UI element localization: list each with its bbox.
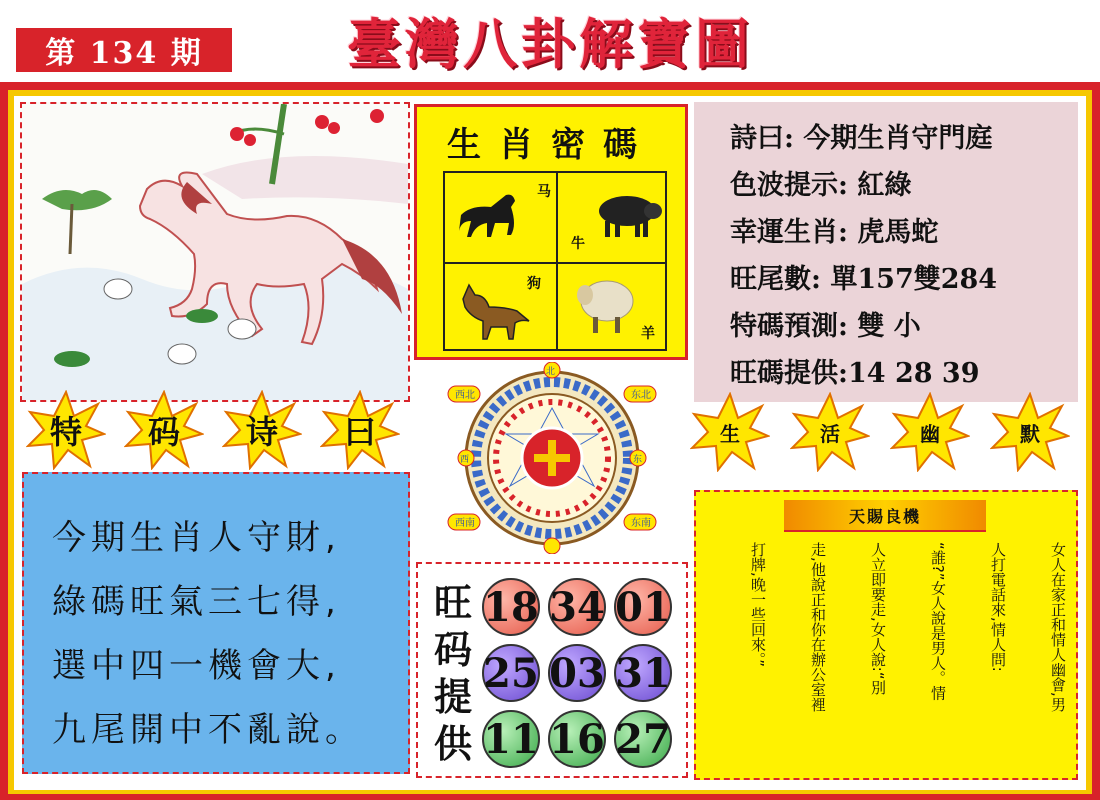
zodiac-grid (443, 171, 667, 351)
info-line-tail-numbers: 旺尾數: 單157雙284 (730, 264, 998, 295)
info-line-prediction: 特碼預測: 雙 小 (730, 311, 921, 342)
compass-side-label: 东 (633, 455, 643, 465)
number-ball: 34 (548, 578, 606, 636)
horse-drawing-icon (22, 104, 408, 400)
bagua-compass (444, 362, 660, 554)
star-badge (222, 390, 302, 470)
star-badge (124, 390, 204, 470)
poem-line: 選中四一機會大, (52, 646, 341, 686)
compass-corner-label: 西南 (455, 518, 475, 529)
compass-side-label: 北 (546, 367, 556, 377)
compass-corner-label: 西北 (455, 390, 475, 401)
star-text: 活 (820, 421, 840, 446)
number-ball: 11 (482, 710, 540, 768)
star-text: 特 (49, 413, 82, 451)
story-column: 人立即要走,女人說:“別 (869, 542, 887, 695)
story-column: 人打電話來,情人問: (989, 542, 1007, 672)
info-line-lucky-zodiac: 幸運生肖: 虎馬蛇 (730, 217, 939, 248)
compass-corner-label: 东北 (631, 390, 651, 401)
grid-divider (445, 262, 665, 264)
dog-icon (455, 281, 535, 345)
number-ball: 18 (482, 578, 540, 636)
number-ball: 16 (548, 710, 606, 768)
star-badge (890, 392, 970, 472)
sheep-icon (571, 271, 641, 337)
number-ball: 25 (482, 644, 540, 702)
info-line-hot-numbers: 旺碼提供:14 28 39 (730, 358, 980, 389)
grid-divider (556, 173, 558, 349)
poem-line: 今期生肖人守財, (52, 518, 341, 558)
zodiac-code-title: 生肖密碼 (447, 125, 655, 165)
zodiac-label: 狗 (527, 276, 541, 292)
number-ball: 31 (614, 644, 672, 702)
number-ball: 01 (614, 578, 672, 636)
lucky-numbers-panel (416, 562, 688, 778)
issue-badge: 第 134 期 (16, 28, 232, 72)
star-text: 曰 (343, 413, 376, 451)
poem-line: 綠碼旺氣三七得, (52, 582, 341, 622)
compass-side-label: 西 (460, 455, 470, 465)
number-ball: 03 (548, 644, 606, 702)
lucky-numbers-label: 旺码提供 (434, 581, 473, 766)
zodiac-code-panel (414, 104, 688, 360)
zodiac-label: 羊 (641, 326, 655, 342)
star-badge (320, 390, 400, 470)
story-title: 天賜良機 (784, 500, 986, 532)
star-text: 默 (1020, 421, 1040, 446)
info-line-color-hint: 色波提示: 紅綠 (730, 170, 912, 201)
star-badge (26, 390, 106, 470)
story-column: 打牌,晚一些回來。” (749, 542, 767, 668)
page-title: 臺灣八卦解寶圖 (347, 12, 753, 76)
star-badge (990, 392, 1070, 472)
poem-panel (22, 472, 410, 774)
story-column: “誰?”女人說是男人。情 (929, 542, 947, 701)
story-column: 走,他說正和你在辦公室裡 (809, 542, 827, 712)
ox-icon (585, 183, 665, 243)
horse-icon (451, 185, 531, 245)
number-ball: 27 (614, 710, 672, 768)
star-badge (790, 392, 870, 472)
info-line-poem: 詩曰: 今期生肖守門庭 (730, 123, 993, 154)
horse-illustration (20, 102, 410, 402)
hint-panel (694, 102, 1078, 402)
humor-story-panel (694, 490, 1078, 780)
poem-line: 九尾開中不亂說。 (52, 710, 364, 750)
star-text: 幽 (920, 421, 940, 446)
star-text: 生 (720, 421, 740, 446)
compass-corner-label: 东南 (631, 518, 651, 529)
star-text: 诗 (245, 413, 278, 451)
story-column: 女人在家正和情人幽會,男 (1049, 542, 1067, 712)
star-badge (690, 392, 770, 472)
zodiac-label: 马 (537, 184, 551, 200)
star-text: 码 (147, 413, 180, 451)
zodiac-label: 牛 (571, 236, 585, 252)
